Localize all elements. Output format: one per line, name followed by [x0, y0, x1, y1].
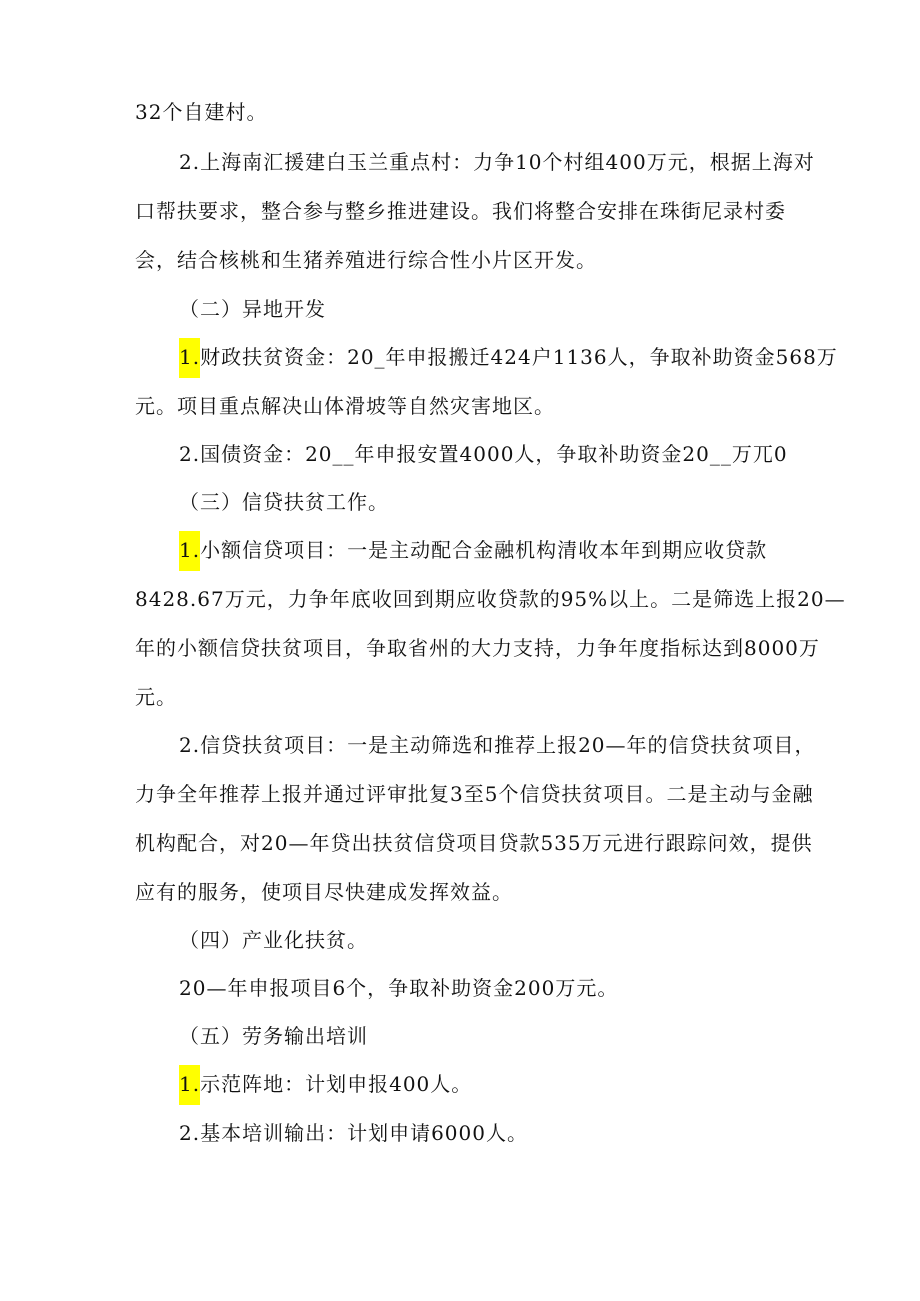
paragraph-line: 元。项目重点解决山体滑坡等自然灾害地区。 [135, 394, 555, 418]
highlighted-list-marker: 1. [179, 338, 200, 378]
paragraph-line: 力争全年推荐上报并通过评审批复3至5个信贷扶贫项目。二是主动与金融 [135, 782, 814, 806]
paragraph-line: 8428.67万元，力争年底收回到期应收贷款的95%以上。二是筛选上报20— [135, 587, 846, 611]
paragraph-line: 元。 [135, 685, 177, 709]
section-heading: （二）异地开发 [179, 297, 326, 321]
paragraph-line: 20—年申报项目6个，争取补助资金200万元。 [179, 976, 619, 1000]
paragraph-line: 口帮扶要求，整合参与整乡推进建设。我们将整合安排在珠街尼录村委 [135, 199, 786, 223]
paragraph-line [179, 536, 767, 564]
section-heading: （四）产业化扶贫。 [179, 928, 368, 952]
highlighted-list-marker: 1. [179, 1065, 200, 1105]
paragraph-line: 应有的服务，使项目尽快建成发挥效益。 [135, 880, 513, 904]
section-heading: （三）信贷扶贫工作。 [179, 490, 389, 514]
paragraph-line [179, 343, 838, 371]
paragraph-line: 会，结合核桃和生猪养殖进行综合性小片区开发。 [135, 248, 597, 272]
paragraph-line: 2.国债资金：20__年申报安置4000人，争取补助资金20__万兀0 [179, 442, 788, 466]
paragraph-line: 32个自建村。 [135, 100, 268, 124]
paragraph-line: 年的小额信贷扶贫项目，争取省州的大力支持，力争年度指标达到8000万 [135, 636, 820, 660]
highlighted-list-marker: 1. [179, 531, 200, 571]
paragraph-line-text: 财政扶贫资金：20_年申报搬迁424户1136人，争取补助资金568万 [200, 345, 838, 369]
paragraph-line: 2.信贷扶贫项目：一是主动筛选和推荐上报20—年的信贷扶贫项目， [179, 733, 816, 757]
section-heading: （五）劳务输出培训 [179, 1024, 368, 1048]
paragraph-line [179, 1070, 472, 1098]
paragraph-line: 2.上海南汇援建白玉兰重点村：力争10个村组400万元，根据上海对 [179, 150, 815, 174]
paragraph-line-text: 示范阵地：计划申报400人。 [200, 1072, 473, 1096]
paragraph-line: 机构配合，对20—年贷出扶贫信贷项目贷款535万元进行跟踪问效，提供 [135, 831, 813, 855]
paragraph-line: 2.基本培训输出：计划申请6000人。 [179, 1121, 528, 1145]
paragraph-line-text: 小额信贷项目：一是主动配合金融机构清收本年到期应收贷款 [200, 538, 768, 562]
